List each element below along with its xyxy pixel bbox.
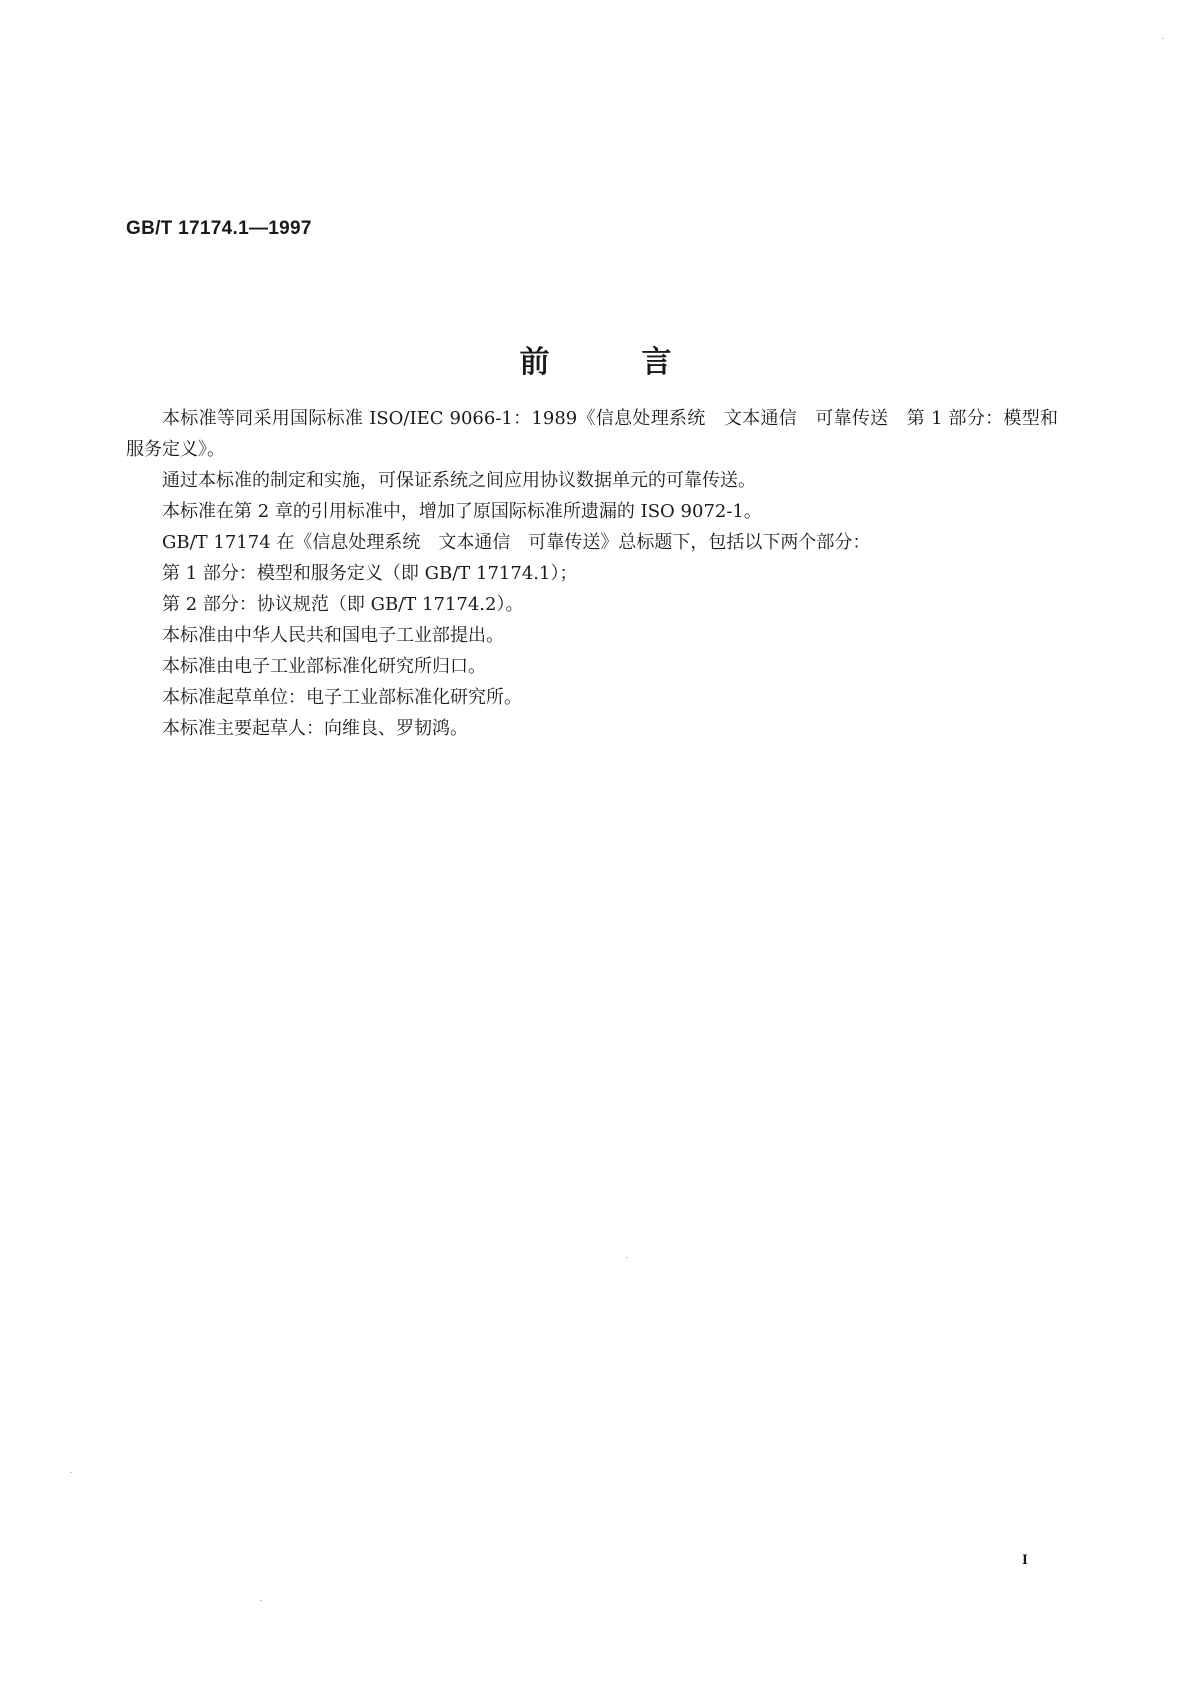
scan-speck [1162, 38, 1164, 39]
paragraph-adoption: 本标准等同采用国际标准 ISO/IEC 9066-1：1989《信息处理系统 文本通信 可靠传送 第 1 部分：模型和服务定义》。 [126, 408, 1058, 460]
paragraph-drafters: 本标准主要起草人：向维良、罗韧鸿。 [162, 718, 468, 739]
paragraph-purpose: 通过本标准的制定和实施，可保证系统之间应用协议数据单元的可靠传送。 [162, 470, 756, 491]
title-char-2: 言 [641, 345, 672, 380]
page-number: I [1022, 1552, 1028, 1568]
paragraph-part-2: 第 2 部分：协议规范（即 GB/T 17174.2）。 [162, 594, 524, 615]
paragraph-administrator: 本标准由电子工业部标准化研究所归口。 [162, 656, 486, 677]
paragraph-references: 本标准在第 2 章的引用标准中，增加了原国际标准所遗漏的 ISO 9072-1。 [162, 501, 762, 522]
paragraph-drafting-unit: 本标准起草单位：电子工业部标准化研究所。 [162, 687, 522, 708]
standard-number: GB/T 17174.1—1997 [126, 218, 312, 239]
foreword-body [126, 403, 1058, 744]
page-title [0, 337, 1191, 381]
title-char-1: 前 [519, 345, 550, 380]
scan-speck [260, 1600, 262, 1601]
scan-speck [70, 1472, 72, 1473]
scan-speck [626, 1257, 628, 1258]
paragraph-structure: GB/T 17174 在《信息处理系统 文本通信 可靠传送》总标题下，包括以下两个部分： [162, 532, 871, 553]
paragraph-proposer: 本标准由中华人民共和国电子工业部提出。 [162, 625, 504, 646]
paragraph-part-1: 第 1 部分：模型和服务定义（即 GB/T 17174.1）； [162, 563, 578, 584]
